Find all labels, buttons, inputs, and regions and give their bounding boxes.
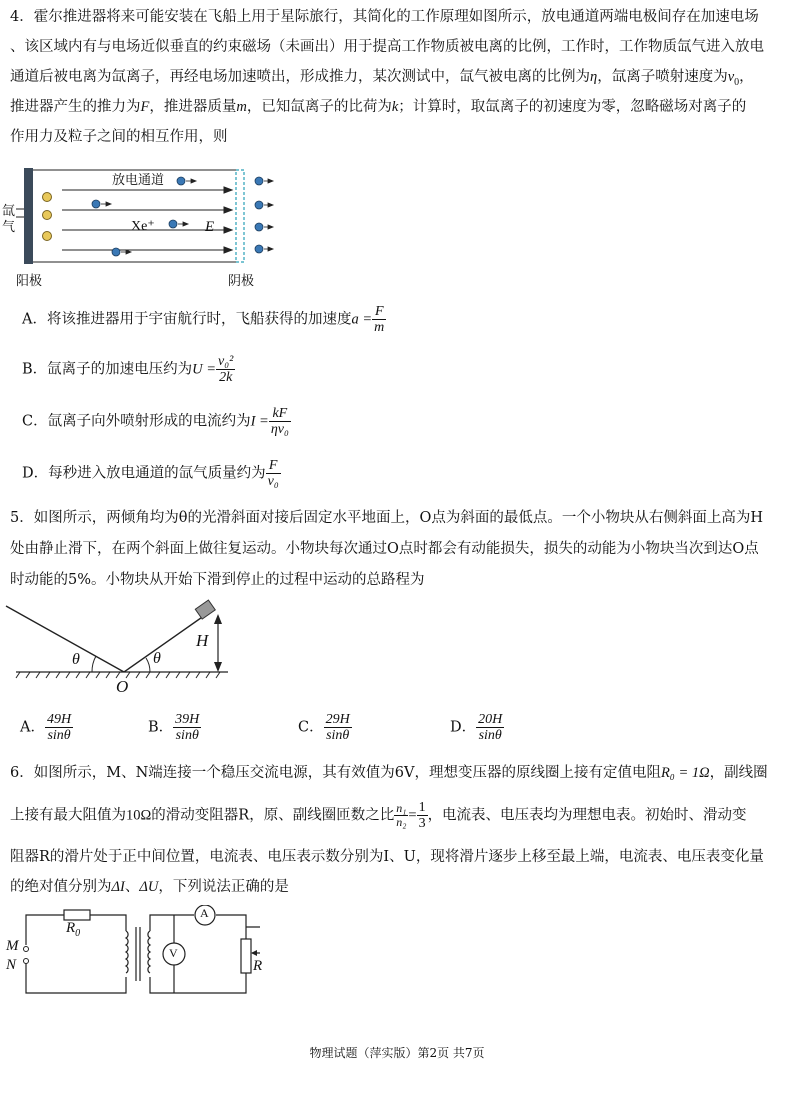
- transformer-circuit-diagram: [0, 905, 263, 1000]
- theta-right-label: θ: [153, 650, 161, 667]
- ion-label: Xe⁺: [131, 219, 155, 234]
- block: [195, 600, 215, 619]
- h-label: H: [196, 631, 209, 650]
- q5-line2: 处由静止滑下，在两个斜面上做往复运动。小物块每次通过O点时都会有动能损失，损失的动能为小物块当次到达O点: [10, 541, 759, 557]
- voltmeter-label: V: [169, 946, 178, 960]
- q5-line3: 时动能的5%。小物块从开始下滑到停止的过程中运动的总路程为: [10, 572, 425, 588]
- left-incline: [6, 606, 124, 672]
- field-label: E: [205, 219, 215, 235]
- q4-option-b[interactable]: B．氙离子的加速电压约为U = $\frac{\text{v₀²}}{2k}$: [22, 354, 234, 385]
- q5-option-a[interactable]: A． $\frac{49H}{\sin\theta}$: [20, 712, 72, 743]
- q5-option-d[interactable]: D． $\frac{20H}{\sin\theta}$: [450, 712, 503, 743]
- n-terminal-label: N: [6, 957, 17, 973]
- r0-resistor: [64, 910, 90, 920]
- rheostat: [241, 939, 251, 973]
- anode-plate: [24, 168, 33, 264]
- ammeter-label: A: [200, 906, 209, 920]
- anode-label: 阳极: [16, 274, 43, 289]
- q4-option-d[interactable]: D．每秒进入放电通道的氙气质量约为 $\frac{F}{\text{v₀}}$: [22, 458, 279, 489]
- q5-line1: 5．如图所示，两倾角均为θ的光滑斜面对接后固定水平地面上，O点为斜面的最低点。一个小物块从右侧斜面上高为H: [10, 510, 763, 526]
- rheostat-label: R: [253, 958, 263, 974]
- r0-label: $R_0$: [66, 920, 81, 939]
- m-terminal-label: M: [6, 938, 19, 954]
- q4-line4: 推进器产生的推力为F，推进器质量m，已知氙离子的比荷为k；计算时，取氙离子的初速度为零，忽略磁场对离子的: [10, 99, 747, 115]
- gas-label: 氙气: [2, 204, 16, 235]
- q6-line2: 上接有最大阻值为10Ω的滑动变阻器R，原、副线圈匝数之比 $\frac{\text{n₁}}{\text{n₂}}$ = $\frac{1}{3}$ ，电流表、电压表均为理想电表。初始时、滑动变: [10, 800, 747, 831]
- incline-diagram: [0, 598, 260, 698]
- channel-label: 放电通道: [112, 173, 165, 188]
- q4-line1: 4．霍尔推进器将来可能安装在飞船上用于星际旅行，其简化的工作原理如图所示，放电通道两端电极间存在加速电场: [10, 9, 759, 25]
- q4-line3: 通道后被电离为氙离子，再经电场加速喷出，形成推力，某次测试中，氙气被电离的比例为η，氙离子喷射速度为$v_0$，: [10, 69, 754, 88]
- q6-line1: 6．如图所示，M、N端连接一个稳压交流电源，其有效值为6V，理想变压器的原线圈上接有定值电阻R₀ = 1Ω，副线圈: [10, 765, 768, 781]
- q4-line5: 作用力及粒子之间的相互作用，则: [10, 129, 228, 145]
- q5-option-c[interactable]: C． $\frac{29H}{\sin\theta}$: [298, 712, 350, 743]
- q4-option-a[interactable]: A．将该推进器用于宇宙航行时，飞船获得的加速度a = $\frac{F}{m}$: [22, 304, 385, 335]
- q4-option-c[interactable]: C．氙离子向外喷射形成的电流约为I = $\frac{kF}{\text{ηv₀}}$: [22, 406, 289, 437]
- q5-option-b[interactable]: B． $\frac{39H}{\sin\theta}$: [148, 712, 200, 743]
- q6-line4: 的绝对值分别为ΔI、ΔU，下列说法正确的是: [10, 879, 289, 895]
- theta-left-label: θ: [72, 651, 80, 668]
- cathode-label: 阴极: [228, 274, 255, 289]
- q6-line3: 阻器R的滑片处于正中间位置，电流表、电压表示数分别为I、U，现将滑片逐步上移至最上端，电流表、电压表变化量: [10, 849, 764, 865]
- q4-line2: 、该区域内有与电场近似垂直的约束磁场（未画出）用于提高工作物质被电离的比例，工作时，工作物质氙气进入放电: [10, 39, 764, 55]
- cathode-mesh: [236, 170, 244, 262]
- page-footer: 物理试题（萍实版）第2页 共7页: [309, 1046, 485, 1060]
- o-label: O: [116, 677, 129, 696]
